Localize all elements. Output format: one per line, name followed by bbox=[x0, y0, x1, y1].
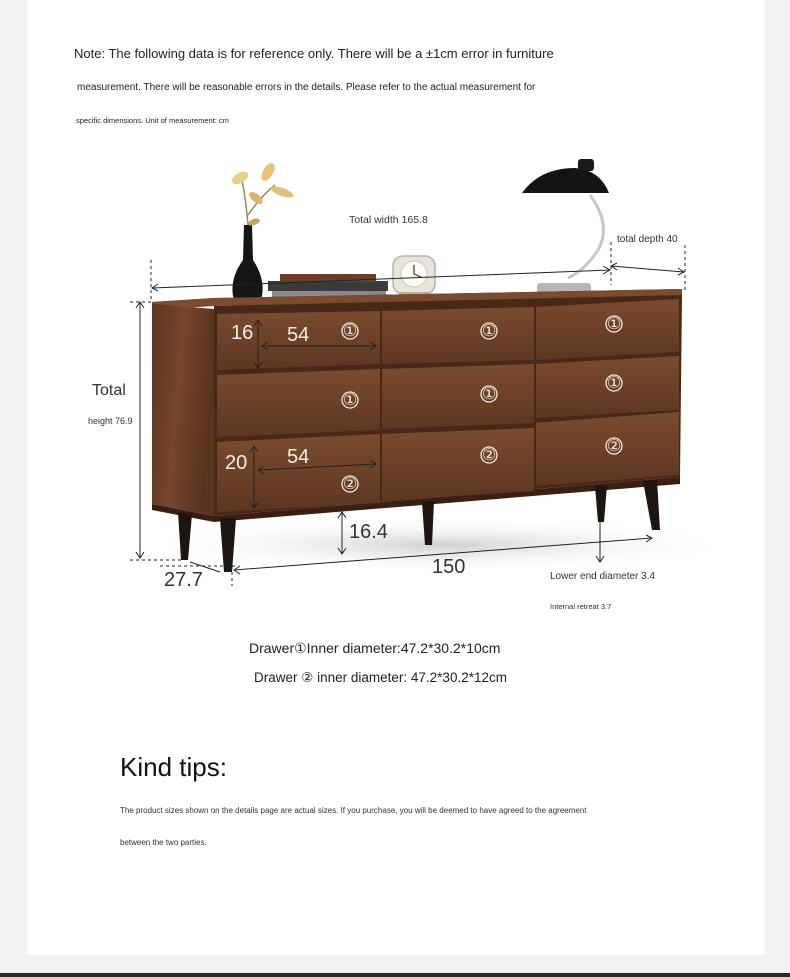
leg-span-label: 150 bbox=[432, 556, 466, 578]
drawer-mark-4: ① bbox=[342, 390, 358, 409]
leg-offset-label: 27.7 bbox=[164, 569, 203, 591]
drawer-r2c2 bbox=[382, 364, 534, 429]
drawer2-spec: Drawer ② inner diameter: 47.2*30.2*12cm bbox=[254, 670, 507, 685]
drawer-mark-3: ① bbox=[606, 314, 622, 333]
drawer-mark-9: ② bbox=[606, 436, 622, 455]
note-line-1: Note: The following data is for reference only. There will be a ±1cm error in furniture bbox=[74, 46, 554, 61]
internal-retreat-label: Internal retreat 3.7 bbox=[550, 602, 612, 611]
drawer-mark-6: ① bbox=[606, 373, 622, 392]
note-line-2: measurement. There will be reasonable errors in the details. Please refer to the actual measurement for bbox=[77, 82, 536, 93]
drawer-height-bottom: 20 bbox=[225, 452, 248, 474]
total-height-value: height 76.9 bbox=[88, 416, 133, 426]
drawer-mark-2: ① bbox=[481, 321, 497, 340]
leg-height-label: 16.4 bbox=[349, 521, 388, 543]
drawer-width-top: 54 bbox=[287, 324, 310, 346]
foot-diameter-label: Lower end diameter 3.4 bbox=[550, 571, 656, 582]
drawer-mark-5: ① bbox=[481, 384, 497, 403]
drawer-r3c2 bbox=[382, 428, 534, 501]
drawer-height-top: 16 bbox=[231, 322, 254, 344]
drawer-mark-8: ② bbox=[481, 445, 497, 464]
drawer-mark-1: ① bbox=[342, 321, 358, 340]
drawer-mark-7: ② bbox=[342, 474, 358, 493]
tips-line-1: The product sizes shown on the details page are actual sizes. If you purchase, you will be deemed to have agreed to the agreement bbox=[120, 806, 587, 815]
total-height-title: Total bbox=[92, 382, 126, 399]
drawer-r1c2 bbox=[382, 307, 534, 364]
clock-decoration bbox=[393, 256, 435, 296]
drawer1-spec: Drawer①Inner diameter:47.2*30.2*10cm bbox=[249, 640, 501, 656]
total-depth-label: total depth 40 bbox=[617, 234, 678, 245]
lamp-decoration bbox=[522, 159, 609, 295]
drawer-width-bottom: 54 bbox=[287, 446, 310, 468]
note-line-3: specific dimensions. Unit of measurement: cm bbox=[76, 116, 229, 125]
tips-line-2: between the two parties. bbox=[120, 838, 207, 847]
total-width-label: Total width 165.8 bbox=[349, 214, 428, 226]
tips-title: Kind tips: bbox=[120, 752, 227, 782]
